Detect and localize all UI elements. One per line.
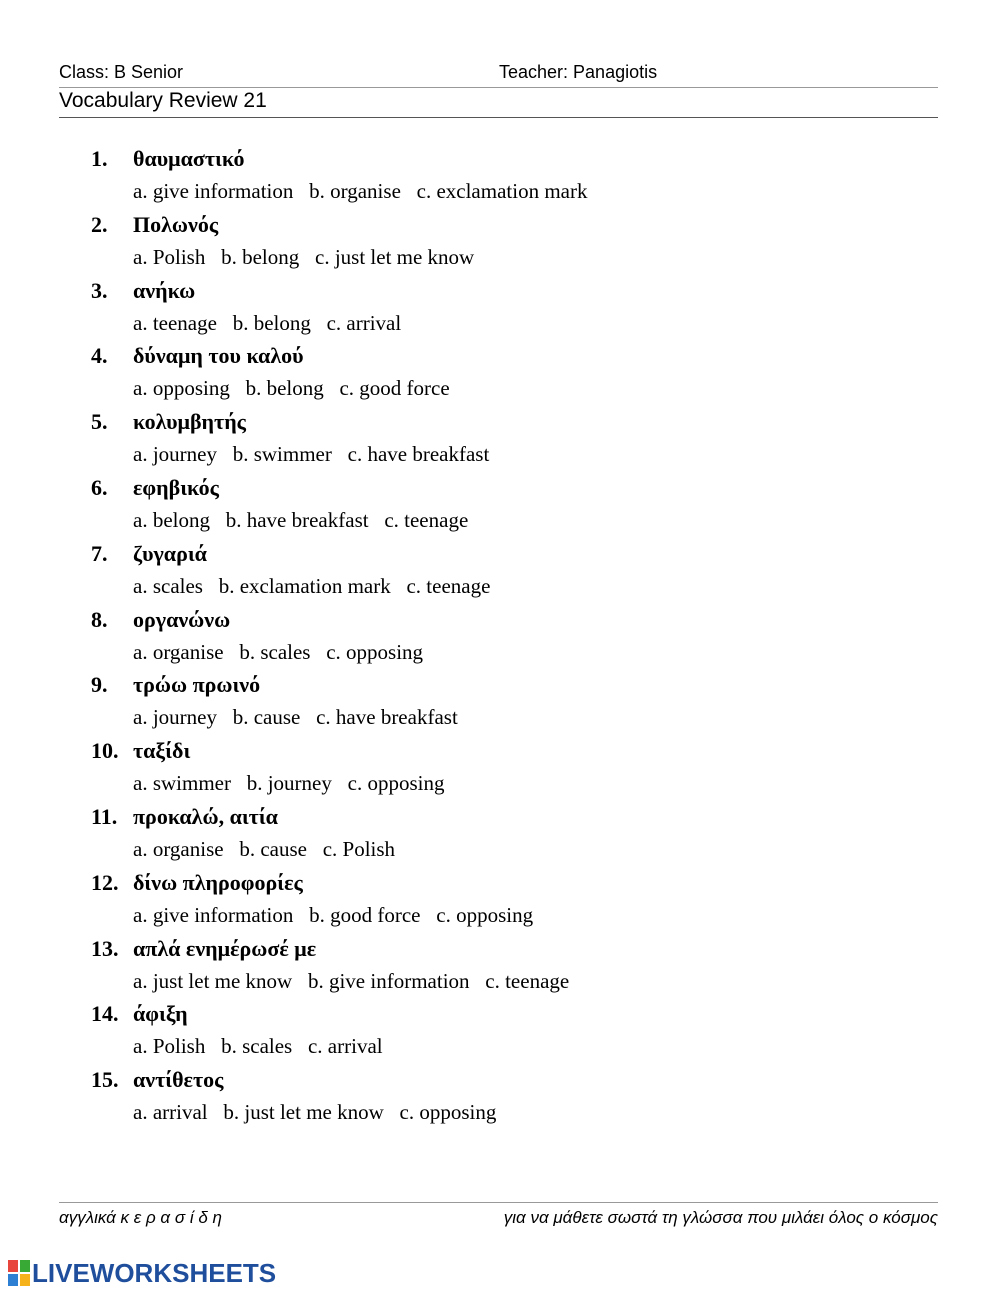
question-options: a. Polish b. scales c. arrival: [133, 1034, 383, 1058]
question-word: δύναμη του καλού: [133, 343, 304, 368]
question-options: a. opposing b. belong c. good force: [133, 376, 450, 400]
question-word: ανήκω: [133, 278, 196, 303]
question-word: εφηβικός: [133, 475, 219, 500]
question-item: [0, 804, 1000, 870]
question-word: αντίθετος: [133, 1067, 224, 1092]
question-item: [0, 278, 1000, 344]
question-number: 7.: [91, 541, 108, 566]
question-number: 2.: [91, 212, 108, 237]
question-options: a. journey b. swimmer c. have breakfast: [133, 442, 490, 466]
question-number: 8.: [91, 607, 108, 632]
question-word: θαυμαστικό: [133, 146, 245, 171]
question-number: 15.: [91, 1067, 119, 1092]
question-number: 12.: [91, 870, 119, 895]
question-options: a. teenage b. belong c. arrival: [133, 311, 402, 335]
worksheet-header: [59, 62, 938, 86]
question-number: 14.: [91, 1001, 119, 1026]
question-options: a. organise b. cause c. Polish: [133, 837, 396, 861]
question-word: κολυμβητής: [133, 409, 246, 434]
question-word: άφιξη: [133, 1001, 188, 1026]
class-label: Class: B Senior: [59, 62, 184, 82]
question-number: 3.: [91, 278, 108, 303]
question-options: a. journey b. cause c. have breakfast: [133, 705, 458, 729]
question-item: [0, 1001, 1000, 1067]
worksheet-title: Vocabulary Review 21: [59, 89, 267, 112]
question-item: [0, 541, 1000, 607]
question-item: [0, 343, 1000, 409]
brand-name: LIVEWORKSHEETS: [32, 1257, 277, 1288]
question-item: [0, 212, 1000, 278]
title-divider: [59, 117, 938, 118]
question-number: 6.: [91, 475, 108, 500]
liveworksheets-logo-icon: [8, 1260, 30, 1286]
question-number: 5.: [91, 409, 108, 434]
question-options: a. give information b. good force c. opposing: [133, 903, 534, 927]
question-item: [0, 738, 1000, 804]
question-item: [0, 870, 1000, 936]
question-word: απλά ενημέρωσέ με: [133, 936, 317, 961]
question-item: [0, 409, 1000, 475]
question-item: [0, 936, 1000, 1002]
question-word: τρώω πρωινό: [133, 672, 261, 697]
question-options: a. just let me know b. give information c. teenage: [133, 969, 570, 993]
footer-divider: [59, 1202, 938, 1203]
question-item: [0, 607, 1000, 673]
question-options: a. organise b. scales c. opposing: [133, 640, 424, 664]
question-word: Πολωνός: [133, 212, 219, 237]
question-options: a. Polish b. belong c. just let me know: [133, 245, 475, 269]
question-item: [0, 475, 1000, 541]
question-word: ταξίδι: [133, 738, 191, 763]
question-item: [0, 146, 1000, 212]
question-number: 9.: [91, 672, 108, 697]
question-number: 4.: [91, 343, 108, 368]
question-item: [0, 1067, 1000, 1133]
question-word: οργανώνω: [133, 607, 231, 632]
liveworksheets-brand[interactable]: [8, 1259, 276, 1287]
question-options: a. scales b. exclamation mark c. teenage: [133, 574, 491, 598]
question-word: ζυγαριά: [133, 541, 207, 566]
question-word: δίνω πληροφορίες: [133, 870, 303, 895]
header-divider: [59, 87, 938, 88]
question-options: a. arrival b. just let me know c. opposing: [133, 1100, 497, 1124]
question-word: προκαλώ, αιτία: [133, 804, 278, 829]
question-item: [0, 672, 1000, 738]
teacher-label: Teacher: Panagiotis: [499, 62, 658, 82]
question-number: 11.: [91, 804, 118, 829]
question-number: 10.: [91, 738, 119, 763]
question-number: 13.: [91, 936, 119, 961]
footer-left-text: αγγλικά κ ε ρ α σ ί δ η: [59, 1208, 222, 1227]
question-options: a. swimmer b. journey c. opposing: [133, 771, 445, 795]
question-number: 1.: [91, 146, 108, 171]
question-options: a. give information b. organise c. exclamation mark: [133, 179, 588, 203]
question-options: a. belong b. have breakfast c. teenage: [133, 508, 469, 532]
footer-right-text: για να μάθετε σωστά τη γλώσσα που μιλάει όλος ο κόσμος: [503, 1208, 938, 1227]
